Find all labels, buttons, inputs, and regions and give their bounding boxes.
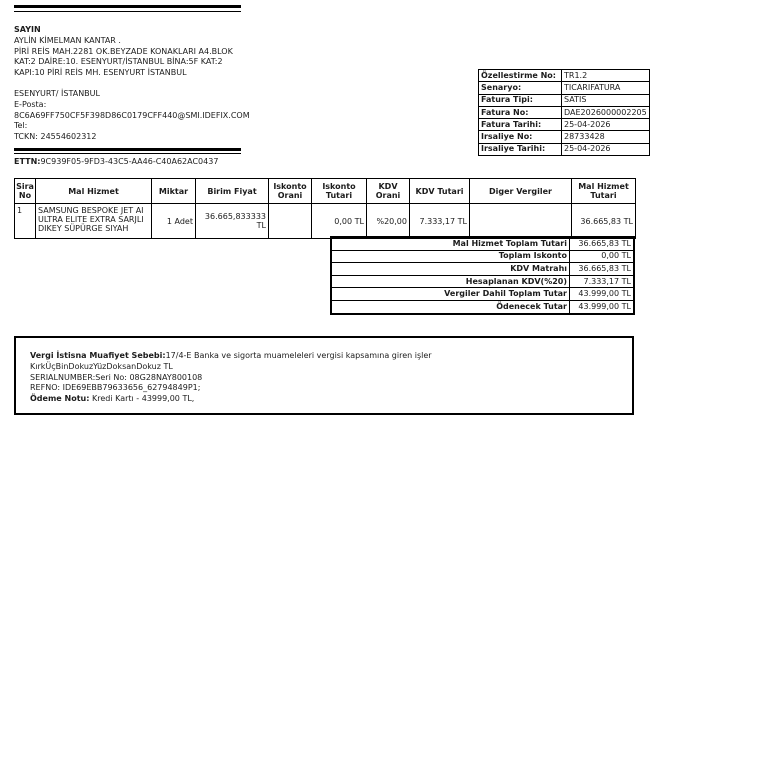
meta-key: Irsaliye Tarihi: [479,143,562,155]
ettn [14,157,218,168]
customer-block [14,25,250,143]
meta-key: Özellestirme No: [479,70,562,82]
totals-value: 36.665,83 TL [570,263,635,276]
totals-label: Toplam Iskonto [331,250,570,263]
col-header-mal-hizmet-tutari: Mal Hizmet Tutari [572,179,636,204]
meta-value: SATIS [562,94,650,106]
meta-row [479,119,650,131]
customer-address-line: PİRİ REİS MAH.2281 OK.BEYZADE KONAKLARI A4.BLOK [14,46,233,56]
exemption-text: 17/4-E Banka ve sigorta muameleleri vergisi kapsamına giren işler [165,351,432,360]
meta-row [479,94,650,106]
item-discount-rate [269,204,312,239]
ettn-label: ETTN: [14,157,41,166]
customer-email-label: E-Posta: [14,99,47,109]
customer-address-line: KAT:2 DAİRE:10. ESENYURT/İSTANBUL BİNA:5F KAT:2 [14,57,223,67]
item-total: 36.665,83 TL [572,204,636,239]
items-header-row [15,179,636,204]
meta-row [479,131,650,143]
amount-in-words: KırkÜçBinDokuzYüzDoksanDokuz TL [30,361,173,371]
col-header-mal-hizmet: Mal Hizmet [36,179,152,204]
totals-row [331,250,634,263]
col-header-iskonto-tutari: Iskonto Tutari [312,179,367,204]
customer-email: 8C6A69FF750CF5F398D86C0179CFF440@SMI.IDEFIX.COM [14,110,250,120]
totals-row [331,288,634,301]
totals-row [331,275,634,288]
col-header-birim-fiyat: Birim Fiyat [196,179,269,204]
totals-label: Ödenecek Tutar [331,300,570,313]
customer-divider [14,148,241,151]
totals-label: Vergiler Dahil Toplam Tutar [331,288,570,301]
customer-city: ESENYURT/ İSTANBUL [14,88,100,98]
col-header-miktar: Miktar [152,179,196,204]
customer-spacer [14,79,250,89]
totals-row [331,300,634,313]
meta-key: Irsaliye No: [479,131,562,143]
col-header-kdv-orani: KDV Orani [367,179,410,204]
item-kdv-rate: %20,00 [367,204,410,239]
serial-number: SERIALNUMBER:Seri No: 08G28NAY800108 [30,372,203,382]
totals-label: KDV Matrahı [331,263,570,276]
totals-value: 7.333,17 TL [570,275,635,288]
meta-value: 25-04-2026 [562,143,650,155]
payment-text: Kredi Kartı - 43999,00 TL, [91,394,195,404]
item-kdv-amount: 7.333,17 TL [410,204,470,239]
customer-divider-thin [14,153,241,154]
meta-value: TICARIFATURA [562,82,650,94]
col-header-kdv-tutari: KDV Tutari [410,179,470,204]
customer-tckn: TCKN: 24554602312 [14,132,97,142]
meta-row [479,143,650,155]
totals-row [331,237,634,250]
payment-label: Ödeme Notu: [30,394,90,404]
meta-row [479,82,650,94]
meta-key: Fatura Tipi: [479,94,562,106]
item-quantity: 1 Adet [152,204,196,239]
totals-value: 0,00 TL [570,250,635,263]
col-header-sira-no: Sira No [15,179,36,204]
meta-key: Fatura No: [479,106,562,118]
header-divider-top [14,5,241,8]
col-header-iskonto-orani: Iskonto Orani [269,179,312,204]
customer-address-line: KAPI:10 PİRİ REİS MH. ESENYURT İSTANBUL [14,68,187,78]
tax-note-box [14,336,634,415]
exemption-label: Vergi İstisna Muafiyet Sebebi: [30,351,166,360]
customer-tel-label: Tel: [14,121,28,131]
payment-note-line [30,394,432,405]
item-description: SAMSUNG BESPOKE JET AI ULTRA ELITE EXTRA SARJLI DIKEY SÜPÜRGE SIYAH [36,204,152,239]
exemption-line [30,351,432,362]
totals-value: 43.999,00 TL [570,300,635,313]
totals-label: Mal Hizmet Toplam Tutari [331,237,570,250]
header-divider-top-thin [14,11,241,12]
totals-value: 36.665,83 TL [570,237,635,250]
meta-value: 28733428 [562,131,650,143]
customer-name: AYLİN KİMELMAN KANTAR . [14,35,121,45]
col-header-diger-vergiler: Diger Vergiler [470,179,572,204]
item-discount-amount: 0,00 TL [312,204,367,239]
item-no: 1 [15,204,36,239]
table-row [15,204,636,239]
totals-value: 43.999,00 TL [570,288,635,301]
item-unit-price: 36.665,833333 TL [196,204,269,239]
item-other-taxes [470,204,572,239]
ettn-value: 9C939F05-9FD3-43C5-AA46-C40A62AC0437 [40,157,219,166]
ref-number: REFNO: IDE69EBB79633656_62794849P1; [30,383,201,393]
totals-row [331,263,634,276]
tax-note-content [30,351,432,405]
meta-row [479,106,650,118]
customer-greeting: SAYIN [14,25,41,34]
invoice-meta-table [478,69,650,156]
items-table [14,178,636,239]
totals-table [330,236,635,315]
meta-value: DAE2026000002205 [562,106,650,118]
meta-value: TR1.2 [562,70,650,82]
totals-label: Hesaplanan KDV(%20) [331,275,570,288]
meta-value: 25-04-2026 [562,119,650,131]
meta-row [479,70,650,82]
meta-key: Senaryo: [479,82,562,94]
meta-key: Fatura Tarihi: [479,119,562,131]
